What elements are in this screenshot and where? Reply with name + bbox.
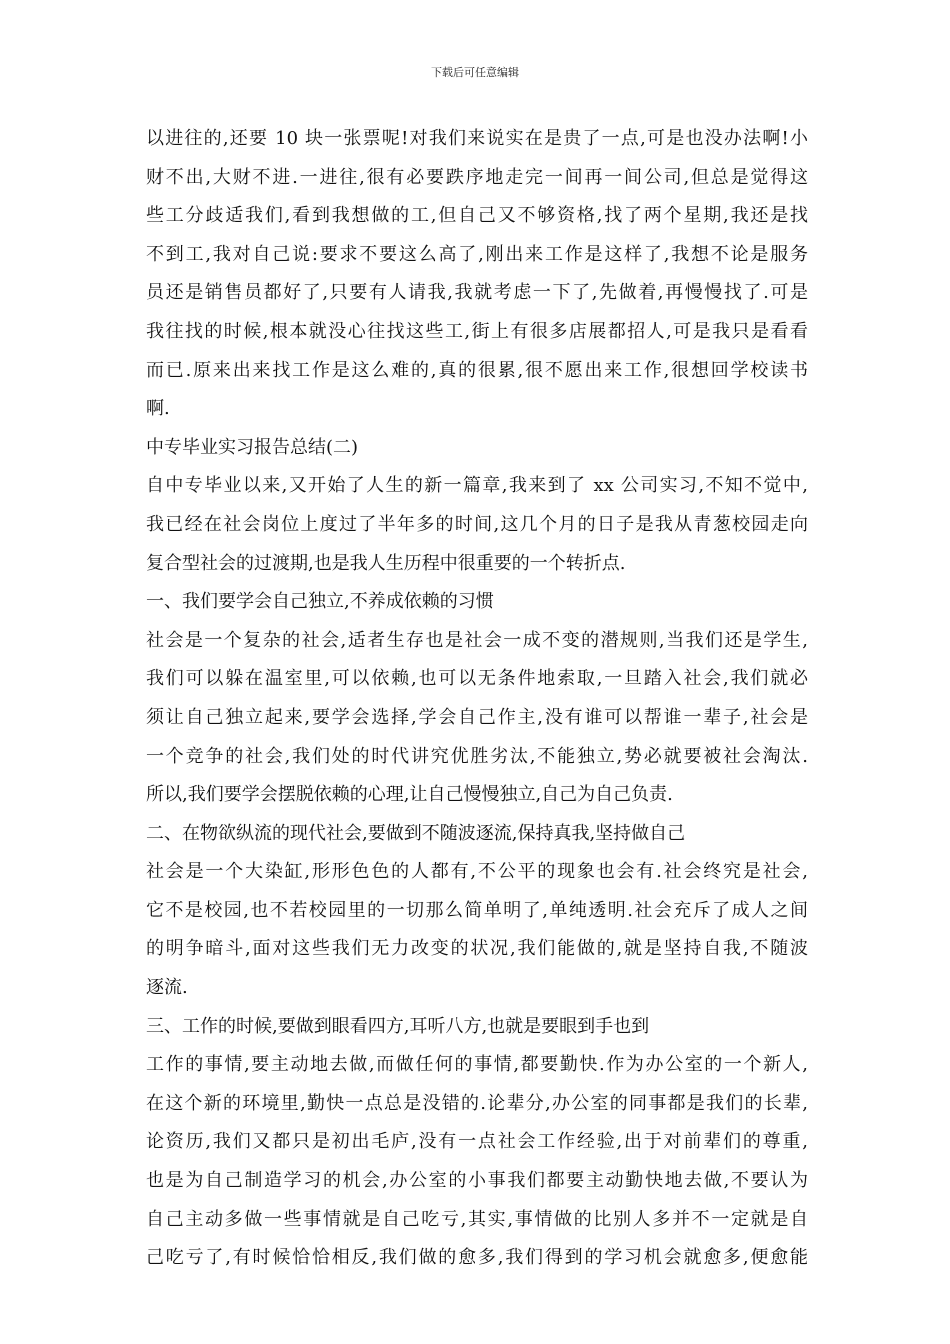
text-line: 财不出,大财不进.一进往,很有必要跌序地走完一间再一间公司,但总是觉得这	[146, 166, 808, 188]
text-line: 工作的事情,要主动地去做,而做任何的事情,都要勤快.作为办公室的一个新人,	[146, 1054, 808, 1076]
text-line: 我往找的时候,根本就没心往找这些工,街上有很多店展都招人,可是我只是看看	[146, 320, 808, 342]
text-line: 它不是校园,也不若校园里的一切那么简单明了,单纯透明.社会充斥了成人之间	[146, 899, 808, 921]
text-line: 论资历,我们又都只是初出毛庐,没有一点社会工作经验,出于对前辈们的尊重,	[146, 1131, 808, 1153]
text-line: 所以,我们要学会摆脱依赖的心理,让自己慢慢独立,自己为自己负责.	[146, 784, 673, 806]
text-line: 自中专毕业以来,又开始了人生的新一篇章,我来到了 xx 公司实习,不知不觉中,	[146, 475, 808, 497]
text-line: 社会是一个复杂的社会,适者生存也是社会一成不变的潜规则,当我们还是学生,	[146, 629, 808, 651]
text-line: 也是为自己制造学习的机会,办公室的小事我们都要主动勤快地去做,不要认为	[146, 1170, 808, 1192]
text-line: 我们可以躲在温室里,可以依赖,也可以无条件地索取,一旦踏入社会,我们就必	[146, 668, 808, 690]
text-line: 自己主动多做一些事情就是自己吃亏,其实,事情做的比别人多并不一定就是自	[146, 1208, 808, 1230]
text-line: 逐流.	[146, 977, 188, 999]
text-line: 复合型社会的过渡期,也是我人生历程中很重要的一个转折点.	[146, 552, 626, 574]
text-line: 的明争暗斗,面对这些我们无力改变的状况,我们能做的,就是坚持自我,不随波	[146, 938, 808, 960]
page-header: 下载后可任意编辑	[431, 66, 519, 79]
text-line: 我已经在社会岗位上度过了半年多的时间,这几个月的日子是我从青葱校园走向	[146, 513, 808, 535]
text-line: 而已.原来出来找工作是这么难的,真的很累,很不愿出来工作,很想回学校读书	[146, 359, 808, 381]
text-line: 三、工作的时候,要做到眼看四方,耳听八方,也就是要眼到手也到	[146, 1015, 650, 1037]
text-line: 中专毕业实习报告总结(二)	[146, 436, 359, 458]
text-line: 一、我们要学会自己独立,不养成依赖的习惯	[146, 591, 494, 613]
text-line: 须让自己独立起来,要学会选择,学会自己作主,没有谁可以帮谁一辈子,社会是	[146, 706, 808, 728]
text-line: 二、在物欲纵流的现代社会,要做到不随波逐流,保持真我,坚持做自己	[146, 822, 686, 844]
text-line: 己吃亏了,有时候恰恰相反,我们做的愈多,我们得到的学习机会就愈多,便愈能	[146, 1247, 808, 1269]
text-line: 些工分歧适我们,看到我想做的工,但自己又不够资格,找了两个星期,我还是找	[146, 205, 808, 227]
text-line: 在这个新的环境里,勤快一点总是没错的.论辈分,办公室的同事都是我们的长辈,	[146, 1092, 808, 1114]
text-line: 啊.	[146, 398, 170, 420]
text-line: 社会是一个大染缸,形形色色的人都有,不公平的现象也会有.社会终究是社会,	[146, 861, 808, 883]
text-line: 以进往的,还要 10 块一张票呢!对我们来说实在是贵了一点,可是也没办法啊!小	[146, 128, 808, 149]
document-body	[146, 120, 808, 1278]
text-line: 一个竞争的社会,我们处的时代讲究优胜劣汰,不能独立,势必就要被社会淘汰.	[146, 745, 808, 767]
text-line: 不到工,我对自己说:要求不要这么高了,刚出来工作是这样了,我想不论是服务	[146, 243, 808, 265]
text-line: 员还是销售员都好了,只要有人请我,我就考虑一下了,先做着,再慢慢找了.可是	[146, 282, 808, 304]
